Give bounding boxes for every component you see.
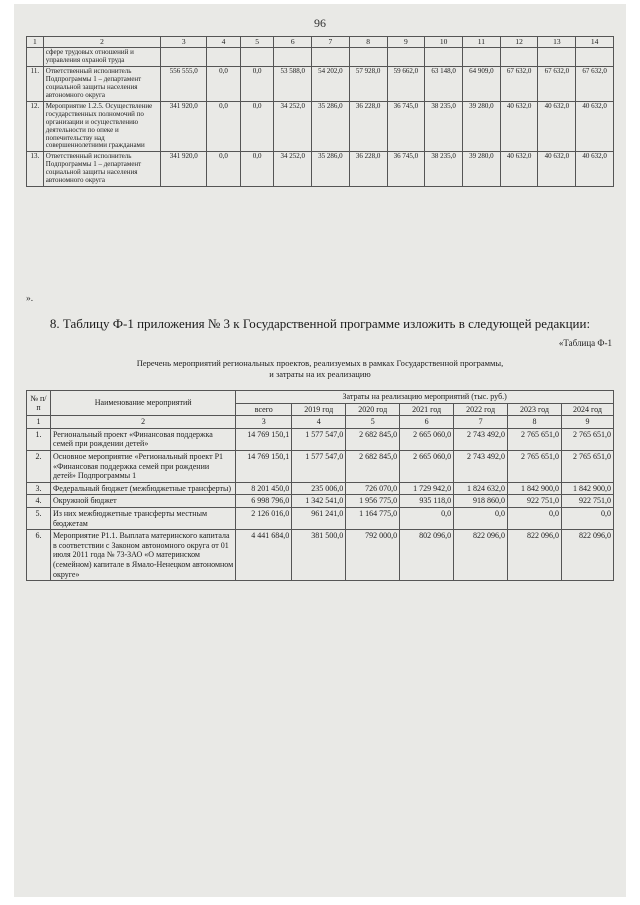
cell-value: 922 751,0 bbox=[561, 495, 613, 508]
table-tag: «Таблица Ф-1 bbox=[558, 338, 612, 348]
cell-value: 0,0 bbox=[400, 507, 454, 529]
cell-value: 726 070,0 bbox=[346, 482, 400, 495]
cell-value: 2 743 492,0 bbox=[454, 428, 508, 450]
cell-value bbox=[274, 48, 312, 67]
column-number: 8 bbox=[508, 416, 562, 429]
header-year: 2020 год bbox=[346, 403, 400, 416]
table-header-row bbox=[27, 416, 614, 429]
row-name: Ответственный исполнитель Подпрограммы 1 – департамент социальной защиты населения автономного округа bbox=[43, 67, 160, 102]
cell-value: 0,0 bbox=[508, 507, 562, 529]
cell-value bbox=[387, 48, 425, 67]
cell-value: 53 588,0 bbox=[274, 67, 312, 102]
cell-value: 2 765 651,0 bbox=[508, 428, 562, 450]
cell-value: 935 118,0 bbox=[400, 495, 454, 508]
cell-value: 2 665 060,0 bbox=[400, 450, 454, 482]
table-row bbox=[27, 48, 614, 67]
cell-value bbox=[425, 48, 463, 67]
table-row bbox=[27, 152, 614, 187]
cell-value: 40 632,0 bbox=[538, 152, 576, 187]
table-header-row bbox=[27, 391, 614, 404]
header-number: № п/п bbox=[27, 391, 51, 416]
cell-value: 922 751,0 bbox=[508, 495, 562, 508]
table-row bbox=[27, 101, 614, 151]
cell-value: 0,0 bbox=[240, 152, 274, 187]
cell-value: 36 228,0 bbox=[349, 101, 387, 151]
table-row bbox=[27, 428, 614, 450]
cell-value: 59 662,0 bbox=[387, 67, 425, 102]
continued-table bbox=[26, 36, 614, 187]
cell-value: 2 765 651,0 bbox=[508, 450, 562, 482]
cell-value: 35 286,0 bbox=[312, 152, 350, 187]
column-number: 8 bbox=[349, 37, 387, 48]
cell-value: 34 252,0 bbox=[274, 101, 312, 151]
cell-value: 67 632,0 bbox=[500, 67, 538, 102]
cell-value bbox=[161, 48, 207, 67]
cell-value bbox=[576, 48, 614, 67]
cell-value: 1 956 775,0 bbox=[346, 495, 400, 508]
cell-value: 1 824 632,0 bbox=[454, 482, 508, 495]
table-f1 bbox=[26, 390, 614, 581]
column-number: 4 bbox=[292, 416, 346, 429]
cell-value: 40 632,0 bbox=[538, 101, 576, 151]
column-number: 3 bbox=[161, 37, 207, 48]
cell-value: 36 745,0 bbox=[387, 152, 425, 187]
table-row bbox=[27, 530, 614, 581]
column-number: 6 bbox=[400, 416, 454, 429]
cell-value: 34 252,0 bbox=[274, 152, 312, 187]
header-year: 2023 год bbox=[508, 403, 562, 416]
cell-value: 40 632,0 bbox=[576, 152, 614, 187]
cell-value: 39 280,0 bbox=[463, 101, 501, 151]
header-costs: Затраты на реализацию мероприятий (тыс. руб.) bbox=[236, 391, 614, 404]
cell-value: 14 769 150,1 bbox=[236, 428, 292, 450]
column-number: 13 bbox=[538, 37, 576, 48]
row-name: Федеральный бюджет (межбюджетные трансферты) bbox=[50, 482, 235, 495]
row-name: Ответственный исполнитель Подпрограммы 1 – департамент социальной защиты населения автономного округа bbox=[43, 152, 160, 187]
column-number: 7 bbox=[312, 37, 350, 48]
cell-value: 14 769 150,1 bbox=[236, 450, 292, 482]
cell-value bbox=[207, 48, 241, 67]
cell-value: 0,0 bbox=[207, 101, 241, 151]
column-number: 3 bbox=[236, 416, 292, 429]
subtitle-line: Перечень мероприятий региональных проектов, реализуемых в рамках Государственной программы, bbox=[136, 358, 504, 368]
cell-value bbox=[463, 48, 501, 67]
row-number: 5. bbox=[27, 507, 51, 529]
cell-value: 64 909,0 bbox=[463, 67, 501, 102]
cell-value bbox=[538, 48, 576, 67]
cell-value: 2 743 492,0 bbox=[454, 450, 508, 482]
cell-value: 0,0 bbox=[561, 507, 613, 529]
row-number: 4. bbox=[27, 495, 51, 508]
cell-value bbox=[312, 48, 350, 67]
row-number: 2. bbox=[27, 450, 51, 482]
cell-value: 36 228,0 bbox=[349, 152, 387, 187]
cell-value: 961 241,0 bbox=[292, 507, 346, 529]
cell-value: 556 555,0 bbox=[161, 67, 207, 102]
cell-value: 0,0 bbox=[240, 101, 274, 151]
cell-value: 39 280,0 bbox=[463, 152, 501, 187]
column-number: 5 bbox=[240, 37, 274, 48]
cell-value: 0,0 bbox=[207, 152, 241, 187]
cell-value: 0,0 bbox=[207, 67, 241, 102]
cell-value: 822 096,0 bbox=[508, 530, 562, 581]
row-name: Мероприятие 1.2.5. Осуществление государственных полномочий по организации и осуществлению деятельности по опеке и попечительству над совершеннолетними гражданами bbox=[43, 101, 160, 151]
table-header-row bbox=[27, 37, 614, 48]
row-name: Из них межбюджетные трансферты местным бюджетам bbox=[50, 507, 235, 529]
row-name: сфере трудовых отношений и управления охраной труда bbox=[43, 48, 160, 67]
row-name: Мероприятие P1.1. Выплата материнского капитала в соответствии с Законом автономного округа от 01 июля 2011 года № 73-ЗАО «О материнском (семейном) капитале в Ямало-Ненецком автономном округе» bbox=[50, 530, 235, 581]
cell-value: 0,0 bbox=[454, 507, 508, 529]
cell-value: 2 682 845,0 bbox=[346, 450, 400, 482]
cell-value: 8 201 450,0 bbox=[236, 482, 292, 495]
column-number: 14 bbox=[576, 37, 614, 48]
column-number: 7 bbox=[454, 416, 508, 429]
cell-value: 2 682 845,0 bbox=[346, 428, 400, 450]
cell-value: 63 148,0 bbox=[425, 67, 463, 102]
row-number: 13. bbox=[27, 152, 44, 187]
cell-value: 918 860,0 bbox=[454, 495, 508, 508]
cell-value: 67 632,0 bbox=[538, 67, 576, 102]
cell-value: 0,0 bbox=[240, 67, 274, 102]
header-year: всего bbox=[236, 403, 292, 416]
column-number: 11 bbox=[463, 37, 501, 48]
cell-value: 1 842 900,0 bbox=[561, 482, 613, 495]
row-number bbox=[27, 48, 44, 67]
row-number: 12. bbox=[27, 101, 44, 151]
cell-value: 6 998 796,0 bbox=[236, 495, 292, 508]
row-number: 6. bbox=[27, 530, 51, 581]
table-row bbox=[27, 482, 614, 495]
table-row bbox=[27, 67, 614, 102]
header-year: 2019 год bbox=[292, 403, 346, 416]
header-year: 2022 год bbox=[454, 403, 508, 416]
cell-value: 381 500,0 bbox=[292, 530, 346, 581]
amendment-heading: 8. Таблицу Ф-1 приложения № 3 к Государственной программе изложить в следующей редакции: bbox=[49, 316, 591, 331]
row-name: Окружной бюджет bbox=[50, 495, 235, 508]
row-name: Региональный проект «Финансовая поддержка семей при рождении детей» bbox=[50, 428, 235, 450]
cell-value: 802 096,0 bbox=[400, 530, 454, 581]
cell-value: 40 632,0 bbox=[500, 152, 538, 187]
cell-value: 341 920,0 bbox=[161, 152, 207, 187]
cell-value: 341 920,0 bbox=[161, 101, 207, 151]
header-year: 2024 год bbox=[561, 403, 613, 416]
cell-value: 2 765 651,0 bbox=[561, 450, 613, 482]
cell-value bbox=[500, 48, 538, 67]
cell-value: 40 632,0 bbox=[500, 101, 538, 151]
column-number: 2 bbox=[43, 37, 160, 48]
table-row bbox=[27, 450, 614, 482]
cell-value: 1 342 541,0 bbox=[292, 495, 346, 508]
column-number: 1 bbox=[27, 416, 51, 429]
cell-value bbox=[240, 48, 274, 67]
cell-value: 1 729 942,0 bbox=[400, 482, 454, 495]
cell-value: 1 164 775,0 bbox=[346, 507, 400, 529]
row-name: Основное мероприятие «Региональный проект P1 «Финансовая поддержка семей при рождении детей» Подпрограммы 1 bbox=[50, 450, 235, 482]
column-number: 12 bbox=[500, 37, 538, 48]
cell-value bbox=[349, 48, 387, 67]
column-number: 10 bbox=[425, 37, 463, 48]
cell-value: 822 096,0 bbox=[561, 530, 613, 581]
column-number: 4 bbox=[207, 37, 241, 48]
subtitle-line: и затраты на их реализацию bbox=[269, 369, 371, 380]
cell-value: 38 235,0 bbox=[425, 152, 463, 187]
document-page bbox=[14, 4, 626, 897]
table-row bbox=[27, 507, 614, 529]
table-subtitle bbox=[26, 358, 614, 381]
cell-value: 57 928,0 bbox=[349, 67, 387, 102]
column-number: 1 bbox=[27, 37, 44, 48]
cell-value: 35 286,0 bbox=[312, 101, 350, 151]
row-number: 3. bbox=[27, 482, 51, 495]
header-name: Наименование мероприятий bbox=[50, 391, 235, 416]
cell-value: 235 006,0 bbox=[292, 482, 346, 495]
row-number: 11. bbox=[27, 67, 44, 102]
column-number: 2 bbox=[50, 416, 235, 429]
cell-value: 36 745,0 bbox=[387, 101, 425, 151]
cell-value: 2 765 651,0 bbox=[561, 428, 613, 450]
column-number: 6 bbox=[274, 37, 312, 48]
cell-value: 67 632,0 bbox=[576, 67, 614, 102]
cell-value: 1 577 547,0 bbox=[292, 428, 346, 450]
closing-quote: ». bbox=[26, 294, 34, 304]
row-number: 1. bbox=[27, 428, 51, 450]
cell-value: 4 441 684,0 bbox=[236, 530, 292, 581]
cell-value: 822 096,0 bbox=[454, 530, 508, 581]
cell-value: 792 000,0 bbox=[346, 530, 400, 581]
cell-value: 2 126 016,0 bbox=[236, 507, 292, 529]
header-year: 2021 год bbox=[400, 403, 454, 416]
cell-value: 38 235,0 bbox=[425, 101, 463, 151]
cell-value: 1 577 547,0 bbox=[292, 450, 346, 482]
table-row bbox=[27, 495, 614, 508]
column-number: 5 bbox=[346, 416, 400, 429]
page-number: 96 bbox=[314, 16, 326, 30]
cell-value: 2 665 060,0 bbox=[400, 428, 454, 450]
cell-value: 54 202,0 bbox=[312, 67, 350, 102]
cell-value: 40 632,0 bbox=[576, 101, 614, 151]
column-number: 9 bbox=[561, 416, 613, 429]
column-number: 9 bbox=[387, 37, 425, 48]
cell-value: 1 842 900,0 bbox=[508, 482, 562, 495]
